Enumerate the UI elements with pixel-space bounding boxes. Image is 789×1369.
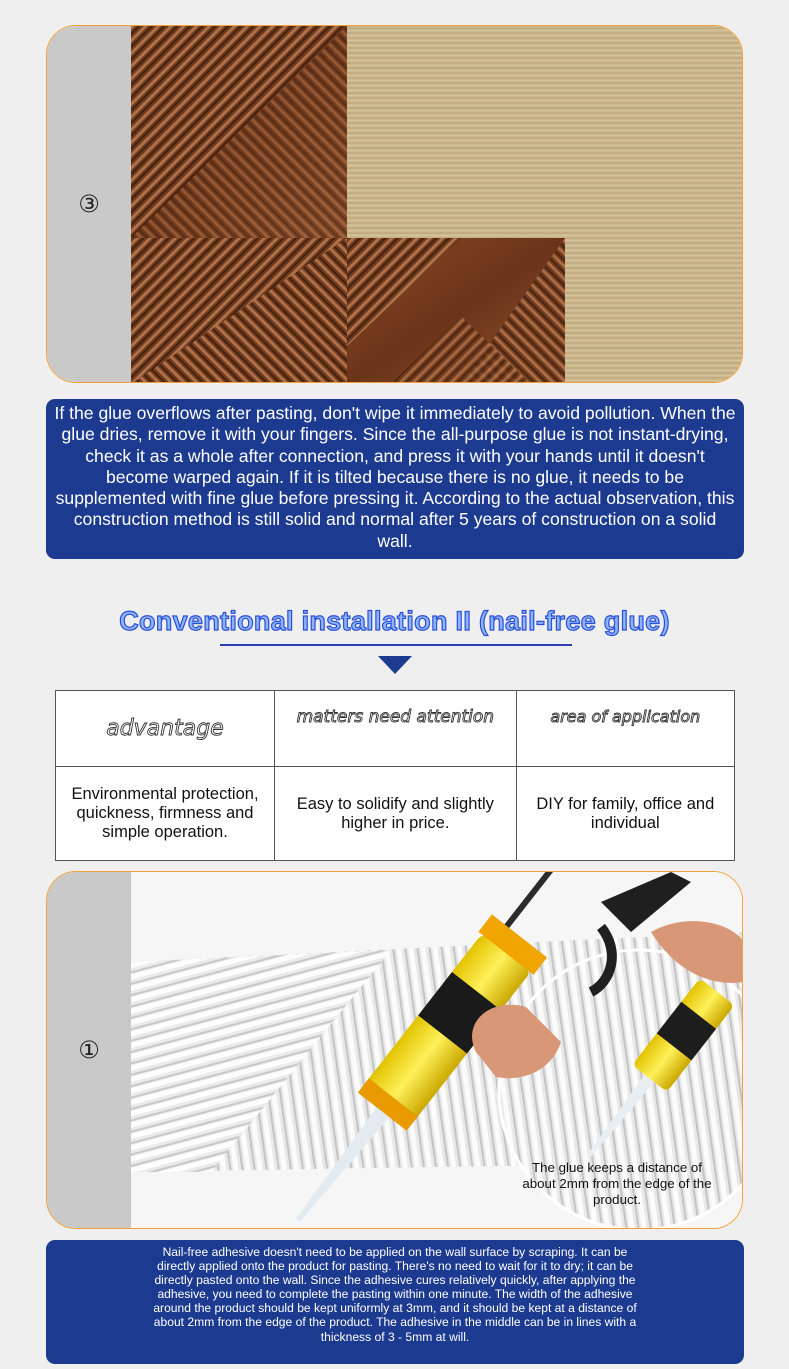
header-advantage: advantage — [56, 691, 275, 767]
step-number-strip — [47, 872, 131, 1228]
wood-panel-photo — [131, 26, 742, 382]
cell-attention: Easy to solidify and slightly higher in price. — [274, 767, 516, 861]
table-row — [56, 767, 735, 861]
step-three-note — [46, 399, 744, 559]
glue-callout — [515, 1160, 719, 1208]
attributes-table — [55, 690, 735, 861]
step-three-card — [46, 25, 743, 383]
step-one-note — [46, 1240, 744, 1364]
cell-advantage: Environmental protection, quickness, firmness and simple operation. — [56, 767, 275, 861]
glue-gun-photo — [131, 872, 742, 1228]
down-arrow-icon — [378, 656, 412, 674]
step-number: ③ — [78, 190, 100, 218]
header-application: area of application — [516, 691, 734, 767]
step-one-note-text: Nail-free adhesive doesn't need to be applied on the wall surface by scraping. It can be directly applied onto the product for pasting. There's no need to wait for it to dry; it can be directly pasted onto the wall. Since the adhesive cures relatively quickly, after applying the adhesive, you need to complete the pasting within one minute. The width of the adhesive around the product should be kept uniformly at 3mm, and it should be kept at a distance of about 2mm from the edge of the product. The adhesive in the middle can be in lines with a thickness of 3 - 5mm at will. — [153, 1245, 637, 1344]
title-underline — [220, 644, 572, 646]
glue-callout-text: The glue keeps a distance of about 2mm from the edge of the product. — [522, 1160, 712, 1207]
step-number-strip — [47, 26, 131, 382]
step-one-card — [46, 871, 743, 1229]
table-header-row — [56, 691, 735, 767]
step-three-note-text: If the glue overflows after pasting, don't wipe it immediately to avoid pollution. When the glue dries, remove it with your fingers. Since the all-purpose glue is not instant-drying, check it as a whole after connection, and press it with your hands until it doesn't become warped again. If it is tilted because there is no glue, it needs to be supplemented with fine glue before pressing it. According to the actual observation, this construction method is still solid and normal after 5 years of construction on a solid wall. — [54, 403, 736, 551]
step-number: ① — [78, 1036, 100, 1064]
section-title: Conventional installation II (nail-free glue) — [119, 606, 670, 636]
cell-application: DIY for family, office and individual — [516, 767, 734, 861]
header-attention: matters need attention — [274, 691, 516, 767]
wood-panel-illustration — [131, 26, 742, 382]
